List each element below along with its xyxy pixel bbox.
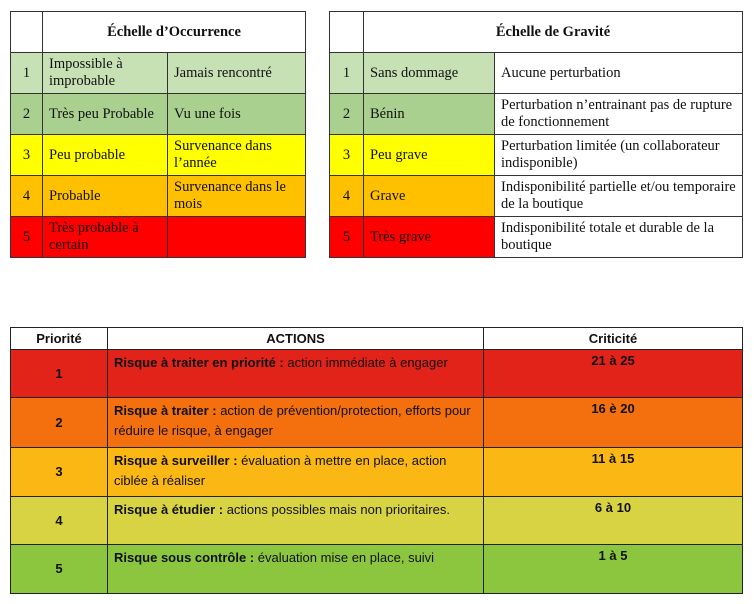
criticity-range: 11 à 15	[484, 448, 743, 497]
occurrence-row	[11, 53, 306, 94]
risk-category-label: Risque à surveiller :	[114, 453, 238, 468]
priority-level-number: 5	[11, 545, 108, 594]
occurrence-level-description: Vu une fois	[168, 94, 306, 135]
gravity-level-number: 4	[330, 176, 364, 217]
occurrence-level-description: Jamais rencontré	[168, 53, 306, 94]
priority-action-cell	[108, 398, 484, 448]
gravity-row	[330, 53, 743, 94]
occurrence-header-row	[11, 12, 306, 53]
criticity-range: 16 è 20	[484, 398, 743, 448]
gravity-row	[330, 217, 743, 258]
priority-row	[11, 398, 743, 448]
occurrence-level-description: Survenance dans le mois	[168, 176, 306, 217]
gravity-header-row	[330, 12, 743, 53]
priority-level-number: 3	[11, 448, 108, 497]
priority-action-cell	[108, 350, 484, 398]
priority-level-number: 1	[11, 350, 108, 398]
criticity-range: 21 à 25	[484, 350, 743, 398]
risk-category-label: Risque à traiter en priorité :	[114, 355, 284, 370]
occurrence-level-label: Probable	[43, 176, 168, 217]
priority-level-number: 4	[11, 497, 108, 545]
gravity-row	[330, 94, 743, 135]
risk-category-label: Risque sous contrôle :	[114, 550, 255, 565]
risk-category-label: Risque à traiter :	[114, 403, 217, 418]
gravity-level-number: 1	[330, 53, 364, 94]
priority-column-header: Priorité	[11, 328, 108, 350]
gravity-level-description: Perturbation n’entrainant pas de rupture de fonctionnement	[495, 94, 743, 135]
gravity-level-description: Indisponibilité partielle et/ou temporaire de la boutique	[495, 176, 743, 217]
priority-action-cell	[108, 497, 484, 545]
priority-row	[11, 545, 743, 594]
risk-action-description: évaluation à mettre en place, action ciblée à réaliser	[114, 453, 447, 488]
actions-column-header: ACTIONS	[108, 328, 484, 350]
gravity-level-number: 2	[330, 94, 364, 135]
priority-actions-table	[10, 327, 743, 594]
criticity-range: 1 à 5	[484, 545, 743, 594]
risk-action-description: action immédiate à engager	[283, 355, 448, 370]
occurrence-level-number: 3	[11, 135, 43, 176]
risk-category-label: Risque à étudier :	[114, 502, 224, 517]
gravity-row	[330, 135, 743, 176]
gravity-header-empty-cell	[330, 12, 364, 53]
occurrence-level-description: Survenance dans l’année	[168, 135, 306, 176]
criticity-column-header: Criticité	[484, 328, 743, 350]
occurrence-row	[11, 176, 306, 217]
priority-action-cell	[108, 448, 484, 497]
gravity-level-description: Perturbation limitée (un collaborateur indisponible)	[495, 135, 743, 176]
occurrence-level-label: Impossible à improbable	[43, 53, 168, 94]
occurrence-level-number: 4	[11, 176, 43, 217]
gravity-level-label: Sans dommage	[364, 53, 495, 94]
occurrence-row	[11, 135, 306, 176]
gravity-row	[330, 176, 743, 217]
occurrence-level-label: Très probable à certain	[43, 217, 168, 258]
risk-action-description: actions possibles mais non prioritaires.	[223, 502, 450, 517]
occurrence-level-label: Peu probable	[43, 135, 168, 176]
occurrence-level-label: Très peu Probable	[43, 94, 168, 135]
occurrence-level-number: 5	[11, 217, 43, 258]
gravity-level-description: Indisponibilité totale et durable de la boutique	[495, 217, 743, 258]
gravity-scale-table	[329, 11, 743, 258]
priority-header-row	[11, 328, 743, 350]
occurrence-header-empty-cell	[11, 12, 43, 53]
risk-action-description: action de prévention/protection, efforts pour réduire le risque, à engager	[114, 403, 471, 438]
occurrence-level-number: 1	[11, 53, 43, 94]
gravity-level-label: Grave	[364, 176, 495, 217]
risk-action-description: évaluation mise en place, suivi	[254, 550, 435, 565]
gravity-level-description: Aucune perturbation	[495, 53, 743, 94]
gravity-title: Échelle de Gravité	[364, 12, 743, 53]
criticity-range: 6 à 10	[484, 497, 743, 545]
priority-level-number: 2	[11, 398, 108, 448]
priority-row	[11, 350, 743, 398]
occurrence-row	[11, 217, 306, 258]
gravity-level-number: 3	[330, 135, 364, 176]
occurrence-title: Échelle d’Occurrence	[43, 12, 306, 53]
priority-row	[11, 448, 743, 497]
occurrence-scale-table	[10, 11, 306, 258]
occurrence-level-description	[168, 217, 306, 258]
priority-action-cell	[108, 545, 484, 594]
occurrence-level-number: 2	[11, 94, 43, 135]
gravity-level-label: Bénin	[364, 94, 495, 135]
gravity-level-label: Peu grave	[364, 135, 495, 176]
occurrence-row	[11, 94, 306, 135]
gravity-level-number: 5	[330, 217, 364, 258]
gravity-level-label: Très grave	[364, 217, 495, 258]
priority-row	[11, 497, 743, 545]
